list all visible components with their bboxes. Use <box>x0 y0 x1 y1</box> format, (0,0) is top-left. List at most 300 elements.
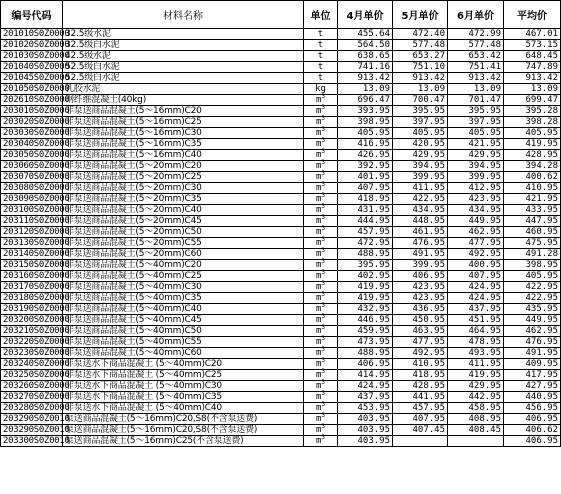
cell-june-price: 419.95 <box>448 370 504 381</box>
unit-text: m <box>315 436 322 446</box>
cell-may-price: 492.95 <box>393 348 448 359</box>
cell-average-price: 427.95 <box>504 381 561 392</box>
unit-text: m <box>315 370 322 380</box>
unit-text: t <box>317 73 324 83</box>
cell-material-name: 非泵送商品混凝土(5～16mm)C20 <box>63 106 304 117</box>
table-row <box>1 337 561 348</box>
cell-june-price: 751.41 <box>448 62 504 73</box>
cell-may-price: 491.95 <box>393 249 448 260</box>
table-row <box>1 29 561 40</box>
cell-april-price: 402.95 <box>338 271 393 282</box>
cell-average-price: 400.62 <box>504 172 561 183</box>
cell-june-price: 477.95 <box>448 238 504 249</box>
cell-april-price: 392.95 <box>338 161 393 172</box>
cell-average-price: 410.95 <box>504 183 561 194</box>
cell-material-name: 非泵送商品混凝土(5～16mm)C35 <box>63 139 304 150</box>
cell-april-price: 741.16 <box>338 62 393 73</box>
cubic-superscript: 3 <box>321 269 326 276</box>
cell-april-price: 446.95 <box>338 315 393 326</box>
cell-june-price: 424.95 <box>448 293 504 304</box>
cell-code: 203120S0Z0000 <box>1 227 63 238</box>
cell-june-price: 449.95 <box>448 216 504 227</box>
cell-material-name: 非泵送商品混凝土(5～40mm)C40 <box>63 304 304 315</box>
cell-code: 203030S0Z0000 <box>1 128 63 139</box>
cell-may-price: 457.95 <box>393 403 448 414</box>
table-row <box>1 260 561 271</box>
cell-june-price: 395.95 <box>448 106 504 117</box>
cell-material-name: 42.5级水泥 <box>63 51 304 62</box>
cell-material-name: 32.5级水泥 <box>63 29 304 40</box>
cell-april-price: 398.95 <box>338 117 393 128</box>
cell-april-price: 416.95 <box>338 139 393 150</box>
cubic-superscript: 3 <box>321 368 326 375</box>
cell-code: 201020S0Z0000 <box>1 40 63 51</box>
header-code: 编号代码 <box>1 1 63 29</box>
cell-code: 203070S0Z0000 <box>1 172 63 183</box>
cell-april-price: 403.95 <box>338 414 393 425</box>
cell-may-price: 423.95 <box>393 282 448 293</box>
unit-text: m <box>315 205 322 215</box>
cell-june-price: 478.95 <box>448 337 504 348</box>
table-row <box>1 326 561 337</box>
cell-may-price: 653.27 <box>393 51 448 62</box>
table-row <box>1 348 561 359</box>
unit-text: m <box>315 161 322 171</box>
cell-april-price: 453.95 <box>338 403 393 414</box>
unit-text: m <box>315 392 322 402</box>
cell-average-price: 398.95 <box>504 260 561 271</box>
cell-april-price: 455.64 <box>338 29 393 40</box>
table-row <box>1 293 561 304</box>
cell-june-price: 411.95 <box>448 359 504 370</box>
unit-text: m <box>315 150 322 160</box>
cell-june-price: 437.95 <box>448 304 504 315</box>
cell-april-price: 459.95 <box>338 326 393 337</box>
cell-material-name: 非泵送商品混凝土(5～16mm)C40 <box>63 150 304 161</box>
cell-may-price: 406.95 <box>393 271 448 282</box>
unit-text: m <box>315 293 322 303</box>
header-april-price: 4月单价 <box>338 1 393 29</box>
cell-april-price: 457.95 <box>338 227 393 238</box>
cubic-superscript: 3 <box>321 291 326 298</box>
cell-april-price: 437.95 <box>338 392 393 403</box>
cubic-superscript: 3 <box>321 126 326 133</box>
table-row <box>1 128 561 139</box>
cell-may-price: 407.45 <box>393 425 448 436</box>
cell-code: 203290S0Z0010 <box>1 414 63 425</box>
unit-text: t <box>317 51 324 61</box>
cell-may-price: 477.95 <box>393 337 448 348</box>
cubic-superscript: 3 <box>321 357 326 364</box>
cell-june-price: 451.95 <box>448 315 504 326</box>
cell-april-price: 432.95 <box>338 304 393 315</box>
cell-code: 201040S0Z0000 <box>1 62 63 73</box>
cell-unit <box>304 40 338 51</box>
cell-material-name: 非泵送水下商品混凝土 (5～40mm)C25 <box>63 370 304 381</box>
cell-material-name: 钢纤维混凝土(40kg) <box>63 95 304 106</box>
unit-text: m <box>315 359 322 369</box>
cell-may-price: 420.95 <box>393 139 448 150</box>
cell-average-price: 456.95 <box>504 403 561 414</box>
cell-code: 203060S0Z0000 <box>1 161 63 172</box>
cubic-superscript: 3 <box>321 379 326 386</box>
cell-material-name: 非泵送商品混凝土(5～40mm)C55 <box>63 337 304 348</box>
cell-may-price <box>393 436 448 447</box>
table-row <box>1 304 561 315</box>
cell-code: 203020S0Z0000 <box>1 117 63 128</box>
cell-april-price: 405.95 <box>338 128 393 139</box>
cell-may-price: 913.42 <box>393 73 448 84</box>
cell-code: 203050S0Z0000 <box>1 150 63 161</box>
cell-april-price: 431.95 <box>338 205 393 216</box>
cell-may-price: 472.40 <box>393 29 448 40</box>
unit-text: t <box>317 40 324 50</box>
cubic-superscript: 3 <box>321 258 326 265</box>
table-row <box>1 172 561 183</box>
cell-code: 203140S0Z0000 <box>1 249 63 260</box>
unit-text: m <box>315 425 322 435</box>
table-row <box>1 139 561 150</box>
cell-average-price: 417.95 <box>504 370 561 381</box>
table-row <box>1 194 561 205</box>
cell-april-price: 638.65 <box>338 51 393 62</box>
cell-june-price: 429.95 <box>448 150 504 161</box>
cubic-superscript: 3 <box>321 192 326 199</box>
unit-text: m <box>315 117 322 127</box>
cell-average-price: 447.95 <box>504 216 561 227</box>
unit-text: m <box>315 216 322 226</box>
cubic-superscript: 3 <box>321 115 326 122</box>
cell-april-price: 472.95 <box>338 238 393 249</box>
unit-text: m <box>315 227 322 237</box>
cell-code: 201030S0Z0000 <box>1 51 63 62</box>
cell-material-name: 非泵送水下商品混凝土 (5～40mm)C30 <box>63 381 304 392</box>
cell-average-price: 409.95 <box>504 359 561 370</box>
cubic-superscript: 3 <box>321 247 326 254</box>
table-row <box>1 315 561 326</box>
cubic-superscript: 3 <box>321 302 326 309</box>
unit-text: m <box>315 304 322 314</box>
cell-june-price: 458.95 <box>448 403 504 414</box>
cubic-superscript: 3 <box>321 412 326 419</box>
header-june-price: 6月单价 <box>448 1 504 29</box>
cubic-superscript: 3 <box>321 346 326 353</box>
cell-may-price: 423.95 <box>393 293 448 304</box>
cell-material-name: 非泵送商品混凝土(5～20mm)C55 <box>63 238 304 249</box>
cell-code: 203130S0Z0000 <box>1 238 63 249</box>
cell-may-price: 461.95 <box>393 227 448 238</box>
cell-material-name: 非泵送商品混凝土(5～40mm)C50 <box>63 326 304 337</box>
unit-text: m <box>315 381 322 391</box>
cell-may-price: 395.95 <box>393 106 448 117</box>
cell-material-name: 非泵送商品混凝土(5～20mm)C35 <box>63 194 304 205</box>
cell-may-price: 577.48 <box>393 40 448 51</box>
cell-average-price: 422.95 <box>504 282 561 293</box>
cell-april-price: 444.95 <box>338 216 393 227</box>
table-row <box>1 403 561 414</box>
cell-average-price: 467.01 <box>504 29 561 40</box>
cell-april-price: 13.09 <box>338 84 393 95</box>
table-row <box>1 161 561 172</box>
cell-june-price: 397.95 <box>448 117 504 128</box>
cell-average-price: 422.95 <box>504 293 561 304</box>
cell-average-price: 573.15 <box>504 40 561 51</box>
cell-average-price: 421.95 <box>504 194 561 205</box>
cell-material-name: 非泵送商品混凝土(5～20mm)C50 <box>63 227 304 238</box>
cell-may-price: 418.95 <box>393 370 448 381</box>
cell-average-price: 449.95 <box>504 315 561 326</box>
cell-code: 203080S0Z0000 <box>1 183 63 194</box>
cell-june-price: 408.45 <box>448 425 504 436</box>
table-row <box>1 51 561 62</box>
table-row <box>1 282 561 293</box>
cell-may-price: 463.95 <box>393 326 448 337</box>
cell-code: 203160S0Z0000 <box>1 271 63 282</box>
cell-april-price: 418.95 <box>338 194 393 205</box>
cubic-superscript: 3 <box>321 280 326 287</box>
unit-text: t <box>317 62 324 72</box>
header-unit: 单位 <box>304 1 338 29</box>
cell-material-name: 非泵送商品混凝土(5～20mm)C60 <box>63 249 304 260</box>
cell-may-price: 434.95 <box>393 205 448 216</box>
cell-code: 203190S0Z0000 <box>1 304 63 315</box>
cell-april-price: 403.95 <box>338 425 393 436</box>
cell-average-price: 440.95 <box>504 392 561 403</box>
table-row <box>1 370 561 381</box>
cell-code: 203280S0Z0000 <box>1 403 63 414</box>
cell-average-price: 433.95 <box>504 205 561 216</box>
table-row <box>1 271 561 282</box>
cell-code: 203290S0Z0010 <box>1 425 63 436</box>
cell-unit <box>304 62 338 73</box>
cell-average-price: 406.95 <box>504 436 561 447</box>
cell-material-name: 乳胶水泥 <box>63 84 304 95</box>
unit-text: m <box>315 282 322 292</box>
cubic-superscript: 3 <box>321 434 326 441</box>
cell-average-price: 476.95 <box>504 337 561 348</box>
cubic-superscript: 3 <box>321 324 326 331</box>
cell-code: 203250S0Z0000 <box>1 370 63 381</box>
cell-june-price: 913.42 <box>448 73 504 84</box>
cell-may-price: 429.95 <box>393 150 448 161</box>
cell-average-price: 398.28 <box>504 117 561 128</box>
cell-material-name: 非泵送商品混凝土(5～20mm)C45 <box>63 216 304 227</box>
table-row <box>1 62 561 73</box>
unit-text: m <box>315 414 322 424</box>
cell-average-price: 13.09 <box>504 84 561 95</box>
cell-material-name: 泵送商品混凝土(5～16mm)C25(不含泵送费) <box>63 436 304 447</box>
cell-april-price: 393.95 <box>338 106 393 117</box>
cubic-superscript: 3 <box>321 137 326 144</box>
cell-average-price: 394.28 <box>504 161 561 172</box>
cell-average-price: 419.95 <box>504 139 561 150</box>
unit-text: m <box>315 271 322 281</box>
cell-june-price: 442.95 <box>448 392 504 403</box>
cell-average-price: 405.95 <box>504 271 561 282</box>
unit-text: m <box>315 238 322 248</box>
cell-code: 203270S0Z0000 <box>1 392 63 403</box>
cell-average-price: 491.28 <box>504 249 561 260</box>
cell-april-price: 488.95 <box>338 348 393 359</box>
cell-average-price: 460.95 <box>504 227 561 238</box>
unit-text: m <box>315 315 322 325</box>
unit-text: t <box>317 29 324 39</box>
cell-june-price: 462.95 <box>448 227 504 238</box>
cell-code: 203220S0Z0000 <box>1 337 63 348</box>
cubic-superscript: 3 <box>321 214 326 221</box>
cell-june-price: 701.47 <box>448 95 504 106</box>
cubic-superscript: 3 <box>321 159 326 166</box>
table-row <box>1 359 561 370</box>
header-material-name: 材料名称 <box>63 1 304 29</box>
cell-code: 203300S0Z0010 <box>1 436 63 447</box>
cell-average-price: 648.45 <box>504 51 561 62</box>
header-may-price: 5月单价 <box>393 1 448 29</box>
unit-text: m <box>315 337 322 347</box>
unit-text: m <box>315 172 322 182</box>
unit-text: m <box>315 194 322 204</box>
cell-may-price: 422.95 <box>393 194 448 205</box>
header-average-price: 平均价 <box>504 1 561 29</box>
cell-code: 201010S0Z0000 <box>1 29 63 40</box>
cell-material-name: 非泵送商品混凝土(5～20mm)C40 <box>63 205 304 216</box>
cell-june-price: 399.95 <box>448 172 504 183</box>
table-row <box>1 150 561 161</box>
cubic-superscript: 3 <box>321 225 326 232</box>
cell-material-name: 非泵送商品混凝土(5～20mm)C25 <box>63 172 304 183</box>
unit-text: m <box>315 183 322 193</box>
cell-june-price: 423.95 <box>448 194 504 205</box>
cell-code: 203240S0Z0000 <box>1 359 63 370</box>
cell-material-name: 非泵送商品混凝土(5～20mm)C20 <box>63 161 304 172</box>
cell-material-name: 非泵送水下商品混凝土 (5～40mm)C35 <box>63 392 304 403</box>
cell-april-price: 564.50 <box>338 40 393 51</box>
cell-material-name: 52.5级白水泥 <box>63 73 304 84</box>
cell-average-price: 405.95 <box>504 128 561 139</box>
cell-code: 201045S0Z0000 <box>1 73 63 84</box>
cell-material-name: 泵送商品混凝土(5～16mm)C20,S8(不含泵送费) <box>63 414 304 425</box>
unit-text: m <box>315 139 322 149</box>
table-row <box>1 381 561 392</box>
cell-average-price: 462.95 <box>504 326 561 337</box>
table-row <box>1 84 561 95</box>
cell-june-price: 424.95 <box>448 282 504 293</box>
cell-may-price: 394.95 <box>393 161 448 172</box>
cell-may-price: 428.95 <box>393 381 448 392</box>
cell-april-price: 403.95 <box>338 436 393 447</box>
cell-material-name: 非泵送商品混凝土(5～16mm)C25 <box>63 117 304 128</box>
cell-material-name: 非泵送商品混凝土(5～40mm)C60 <box>63 348 304 359</box>
cell-code: 203180S0Z0000 <box>1 293 63 304</box>
header-row <box>1 1 561 29</box>
cell-material-name: 非泵送商品混凝土(5～40mm)C30 <box>63 282 304 293</box>
cell-unit <box>304 73 338 84</box>
cell-june-price: 400.95 <box>448 260 504 271</box>
cell-material-name: 泵送商品混凝土(5～16mm)C20,S8(不含泵送费) <box>63 425 304 436</box>
cell-material-name: 32.5级白水泥 <box>63 40 304 51</box>
table-row <box>1 238 561 249</box>
cell-material-name: 52.5级白水泥 <box>63 62 304 73</box>
cell-april-price: 696.47 <box>338 95 393 106</box>
table-row <box>1 117 561 128</box>
table-row <box>1 249 561 260</box>
cell-average-price: 395.28 <box>504 106 561 117</box>
cell-may-price: 751.10 <box>393 62 448 73</box>
table-row <box>1 392 561 403</box>
table-row <box>1 183 561 194</box>
cubic-superscript: 3 <box>321 148 326 155</box>
table-row <box>1 436 561 447</box>
cubic-superscript: 3 <box>321 170 326 177</box>
cubic-superscript: 3 <box>321 236 326 243</box>
cell-average-price: 428.95 <box>504 150 561 161</box>
cell-june-price: 434.95 <box>448 205 504 216</box>
unit-text: m <box>315 326 322 336</box>
cell-code: 203100S0Z0000 <box>1 205 63 216</box>
table-row <box>1 227 561 238</box>
cell-may-price: 448.95 <box>393 216 448 227</box>
cell-june-price: 492.95 <box>448 249 504 260</box>
cell-average-price: 406.95 <box>504 414 561 425</box>
cell-april-price: 419.95 <box>338 282 393 293</box>
cell-june-price: 408.95 <box>448 414 504 425</box>
cell-unit <box>304 51 338 62</box>
cell-average-price: 699.47 <box>504 95 561 106</box>
table-row <box>1 73 561 84</box>
cell-may-price: 399.95 <box>393 260 448 271</box>
cell-material-name: 非泵送水下商品混凝土 (5～40mm)C40 <box>63 403 304 414</box>
cell-june-price: 493.95 <box>448 348 504 359</box>
cubic-superscript: 3 <box>321 335 326 342</box>
cell-code: 203110S0Z0000 <box>1 216 63 227</box>
unit-text: m <box>315 403 322 413</box>
cell-average-price: 491.95 <box>504 348 561 359</box>
cell-may-price: 441.95 <box>393 392 448 403</box>
unit-text: m <box>315 128 322 138</box>
cell-april-price: 426.95 <box>338 150 393 161</box>
cell-average-price: 747.89 <box>504 62 561 73</box>
cell-june-price <box>448 436 504 447</box>
unit-text: m <box>315 249 322 259</box>
cell-may-price: 407.95 <box>393 414 448 425</box>
table-row <box>1 205 561 216</box>
cell-may-price: 410.95 <box>393 359 448 370</box>
cell-june-price: 577.48 <box>448 40 504 51</box>
cell-material-name: 非泵送商品混凝土(5～40mm)C35 <box>63 293 304 304</box>
cell-april-price: 419.95 <box>338 293 393 304</box>
cell-june-price: 464.95 <box>448 326 504 337</box>
cell-may-price: 436.95 <box>393 304 448 315</box>
cell-april-price: 488.95 <box>338 249 393 260</box>
cell-june-price: 405.95 <box>448 128 504 139</box>
table-row <box>1 40 561 51</box>
cell-april-price: 395.95 <box>338 260 393 271</box>
cell-june-price: 421.95 <box>448 139 504 150</box>
cell-may-price: 411.95 <box>393 183 448 194</box>
cell-average-price: 406.62 <box>504 425 561 436</box>
unit-text: m <box>315 106 322 116</box>
cell-june-price: 472.99 <box>448 29 504 40</box>
cell-april-price: 401.95 <box>338 172 393 183</box>
cell-code: 203170S0Z0000 <box>1 282 63 293</box>
cell-may-price: 450.95 <box>393 315 448 326</box>
cubic-superscript: 3 <box>321 401 326 408</box>
unit-text: m <box>315 348 322 358</box>
cell-code: 203230S0Z0000 <box>1 348 63 359</box>
cubic-superscript: 3 <box>321 104 326 111</box>
cubic-superscript: 3 <box>321 390 326 397</box>
cell-may-price: 476.95 <box>393 238 448 249</box>
